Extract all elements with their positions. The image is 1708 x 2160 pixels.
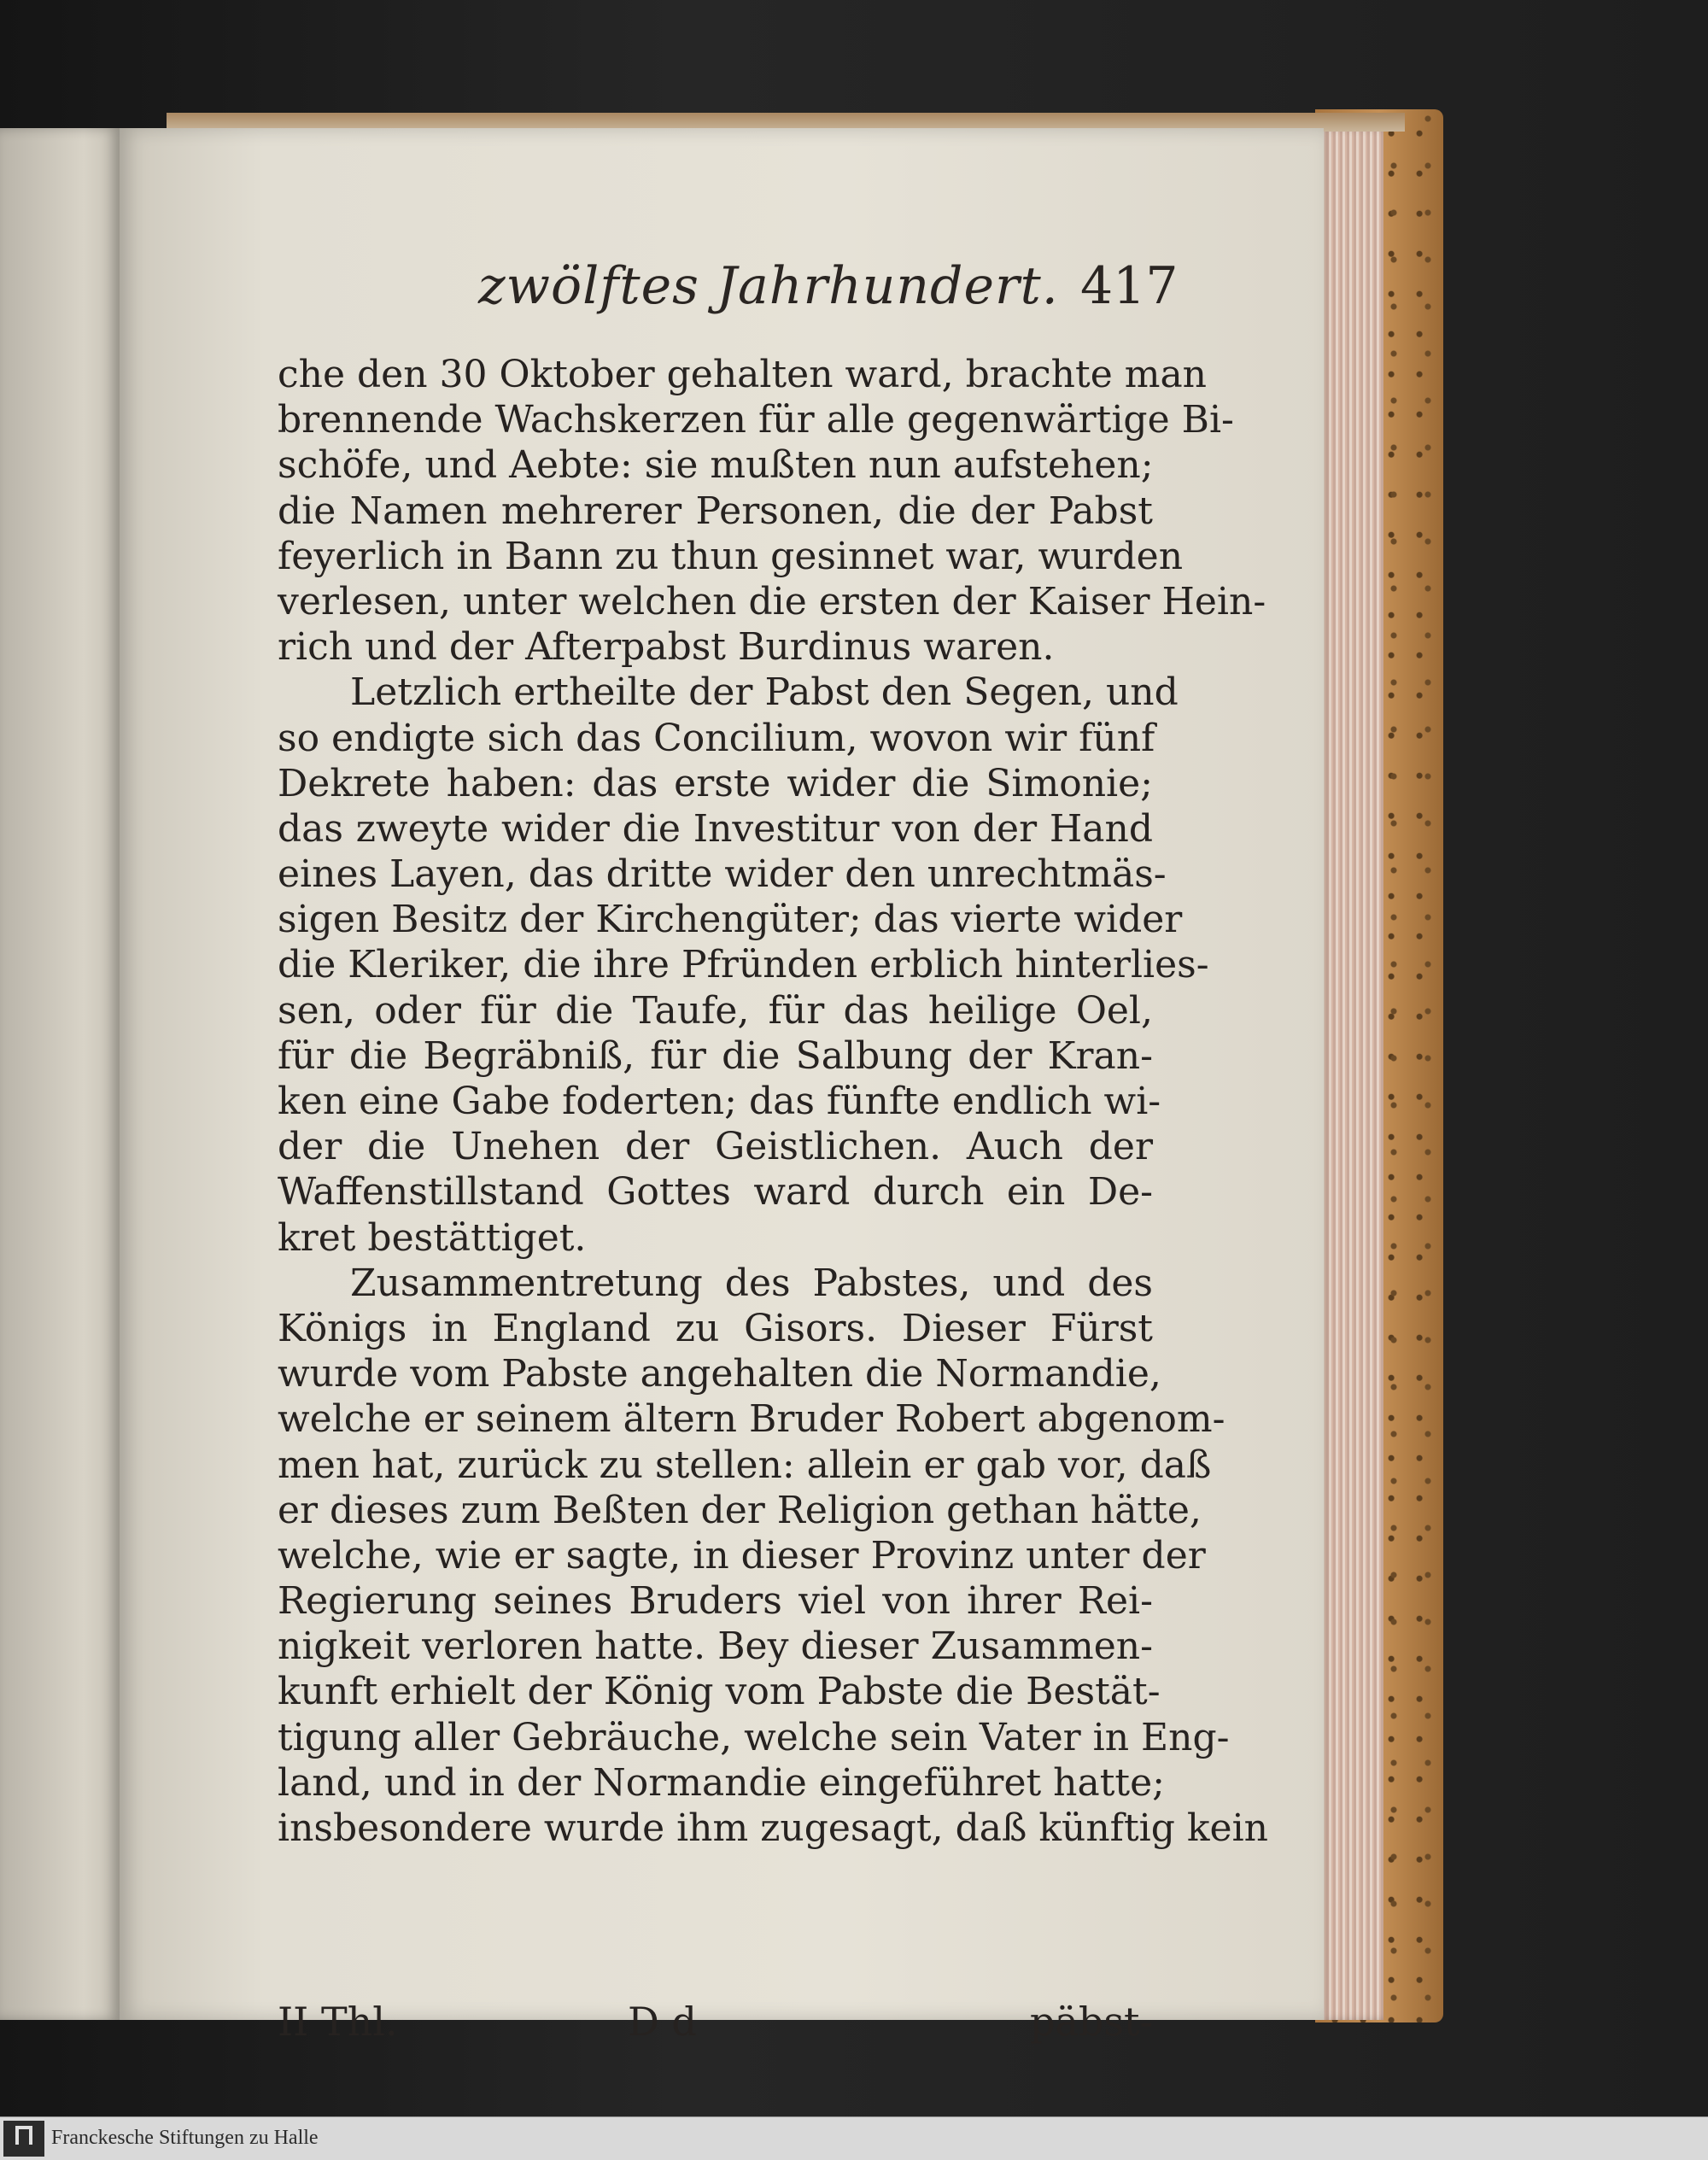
text-line: che den 30 Oktober gehalten ward, brachte man bbox=[278, 353, 1208, 396]
page-body-text bbox=[278, 352, 1268, 1851]
francke-foundation-logo-icon bbox=[3, 2121, 44, 2157]
text-line: so endigte sich das Concilium, wovon wir fünf bbox=[278, 716, 1155, 760]
text-line: land, und in der Normandie eingeführet hatte; bbox=[278, 1760, 1165, 1805]
credit-bar bbox=[0, 2116, 1708, 2160]
book-page bbox=[120, 128, 1324, 2045]
text-line: verlesen, unter welchen die ersten der Kaiser Hein- bbox=[278, 579, 1266, 623]
text-line: das zweyte wider die Investitur von der Hand bbox=[278, 806, 1153, 851]
text-line: die Kleriker, die ihre Pfründen erblich hinterlies- bbox=[278, 943, 1209, 987]
text-line: für die Begräbniß, für die Salbung der Kran- bbox=[278, 1033, 1153, 1078]
text-line: eines Layen, das dritte wider den unrechtmäs- bbox=[278, 852, 1167, 897]
page-header bbox=[120, 256, 1324, 333]
text-line: brennende Wachskerzen für alle gegenwärtige Bi- bbox=[278, 398, 1234, 442]
text-line: Königs in England zu Gisors. Dieser Fürst bbox=[278, 1306, 1153, 1350]
text-line: insbesondere wurde ihm zugesagt, daß künftig kein bbox=[278, 1806, 1268, 1850]
page-footer bbox=[278, 1999, 1153, 2050]
text-line: wurde vom Pabste angehalten die Normandie, bbox=[278, 1352, 1161, 1396]
text-line: Zusammentretung des Pabstes, und des bbox=[350, 1261, 1153, 1305]
text-line: rich und der Afterpabst Burdinus waren. bbox=[278, 625, 1055, 670]
left-page-edge bbox=[0, 128, 120, 2020]
text-line: feyerlich in Bann zu thun gesinnet war, wurden bbox=[278, 534, 1184, 578]
page-block-edges bbox=[1319, 128, 1383, 2020]
text-line: er dieses zum Beßten der Religion gethan hätte, bbox=[278, 1488, 1202, 1532]
credit-text: Franckesche Stiftungen zu Halle bbox=[51, 2127, 319, 2149]
catchword: päbst- bbox=[1030, 1999, 1153, 2045]
text-line: kunft erhielt der König vom Pabste die Bestät- bbox=[278, 1670, 1161, 1714]
running-title: zwölftes Jahrhundert. bbox=[478, 256, 1059, 316]
text-line: nigkeit verloren hatte. Bey dieser Zusammen- bbox=[278, 1624, 1153, 1669]
text-line: tigung aller Gebräuche, welche sein Vater in Eng- bbox=[278, 1715, 1230, 1759]
text-line: die Namen mehrerer Personen, die der Pabst bbox=[278, 489, 1153, 533]
text-line: schöfe, und Aebte: sie mußten nun aufstehen; bbox=[278, 443, 1154, 488]
text-line: kret bestättiget. bbox=[278, 1215, 587, 1260]
text-line: sigen Besitz der Kirchengüter; das vierte wider bbox=[278, 898, 1183, 942]
text-line: Letzlich ertheilte der Pabst den Segen, und bbox=[350, 670, 1179, 715]
text-line: Waffenstillstand Gottes ward durch ein De- bbox=[278, 1170, 1153, 1215]
text-line: Regierung seines Bruders viel von ihrer Rei- bbox=[278, 1579, 1153, 1624]
volume-label: II Thl. bbox=[278, 1999, 398, 2045]
text-line: der die Unehen der Geistlichen. Auch der bbox=[278, 1125, 1153, 1169]
page-number: 417 bbox=[1080, 256, 1179, 316]
text-line: ken eine Gabe foderten; das fünfte endlich wi- bbox=[278, 1080, 1161, 1123]
text-line: welche er seinem ältern Bruder Robert abgenom- bbox=[278, 1397, 1225, 1442]
text-line: men hat, zurück zu stellen: allein er gab vor, daß bbox=[278, 1443, 1212, 1487]
signature-mark: D d bbox=[628, 1999, 697, 2045]
text-line: welche, wie er sagte, in dieser Provinz unter der bbox=[278, 1533, 1206, 1578]
text-line: Dekrete haben: das erste wider die Simonie; bbox=[278, 761, 1153, 805]
text-line: sen, oder für die Taufe, für das heilige Oel, bbox=[278, 988, 1153, 1033]
